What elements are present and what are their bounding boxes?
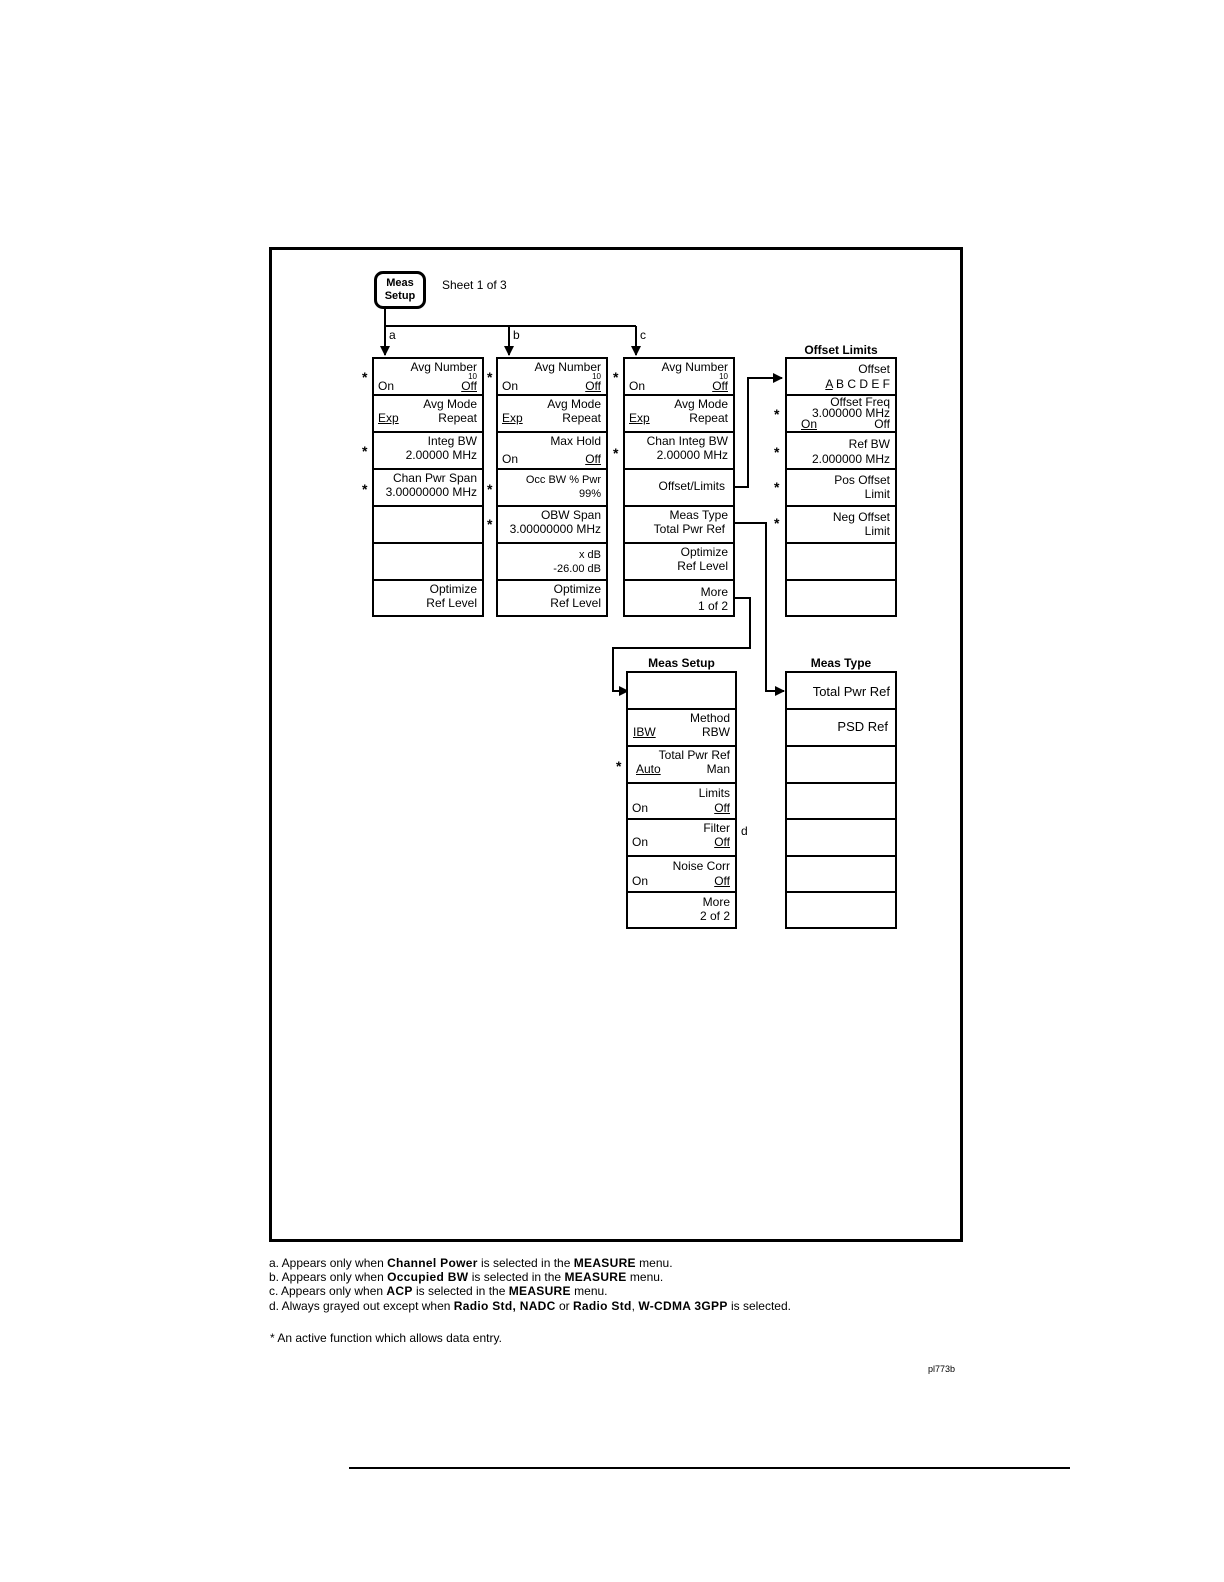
menu-column-meas-setup-2 bbox=[626, 671, 737, 929]
softkey-blank bbox=[787, 857, 895, 893]
menu-column-offset-limits bbox=[785, 357, 897, 617]
heading-meas-setup: Meas Setup bbox=[648, 656, 715, 670]
softkey-ref-bw[interactable]: Ref BW 2.000000 MHz bbox=[787, 433, 895, 470]
softkey-more[interactable]: More 1 of 2 bbox=[697, 585, 728, 613]
menu-column-a bbox=[372, 357, 484, 617]
meas-setup-key[interactable]: Meas Setup bbox=[374, 271, 426, 309]
softkey-obw-span[interactable]: OBW Span 3.00000000 MHz bbox=[498, 507, 606, 544]
softkey-limits[interactable]: Limits On Off bbox=[628, 784, 735, 820]
active-function-star: * bbox=[487, 516, 493, 532]
softkey-blank bbox=[787, 747, 895, 784]
figure-id: pl773b bbox=[928, 1364, 956, 1374]
softkey-meas-type[interactable]: Meas Type Total Pwr Ref bbox=[625, 507, 733, 544]
footnote-d: d. Always grayed out except when Radio Std, NADC or Radio Std, W-CDMA 3GPP is selected. bbox=[269, 1299, 791, 1313]
heading-meas-type: Meas Type bbox=[810, 656, 872, 670]
branch-label-b: b bbox=[513, 328, 520, 342]
softkey-filter[interactable]: Filter On Off bbox=[628, 820, 735, 857]
softkey-integ-bw[interactable]: Integ BW 2.00000 MHz bbox=[374, 433, 482, 470]
footnote-b: b. Appears only when Occupied BW is selected in the MEASURE menu. bbox=[269, 1270, 664, 1284]
menu-column-meas-type bbox=[785, 671, 897, 929]
footnote-a: a. Appears only when Channel Power is selected in the MEASURE menu. bbox=[269, 1256, 673, 1270]
softkey-avg-mode[interactable]: Avg Mode Exp Repeat bbox=[625, 396, 733, 433]
softkey-noise-corr[interactable]: Noise Corr On Off bbox=[628, 857, 735, 893]
softkey-blank bbox=[374, 544, 482, 581]
softkey-blank bbox=[628, 673, 735, 710]
softkey-optimize-ref-level[interactable]: Optimize Ref Level bbox=[625, 544, 733, 581]
softkey-blank bbox=[787, 784, 895, 820]
softkey-chan-pwr-span[interactable]: Chan Pwr Span 3.00000000 MHz bbox=[374, 470, 482, 507]
softkey-pos-offset-limit[interactable]: Pos Offset Limit bbox=[787, 470, 895, 507]
softkey-total-pwr-ref[interactable]: Total Pwr Ref Auto Man bbox=[628, 747, 735, 784]
active-function-star: * bbox=[487, 369, 493, 385]
softkey-max-hold[interactable]: Max Hold On Off bbox=[498, 433, 606, 470]
active-function-star: * bbox=[774, 406, 780, 422]
active-function-star: * bbox=[613, 369, 619, 385]
footnote-c: c. Appears only when ACP is selected in the MEASURE menu. bbox=[269, 1284, 608, 1298]
branch-label-a: a bbox=[389, 328, 396, 342]
softkey-avg-mode[interactable]: Avg Mode Exp Repeat bbox=[374, 396, 482, 433]
softkey-chan-integ-bw[interactable]: Chan Integ BW 2.00000 MHz bbox=[625, 433, 733, 470]
active-function-star: * bbox=[774, 444, 780, 460]
softkey-blank bbox=[787, 820, 895, 857]
branch-label-c: c bbox=[640, 328, 646, 342]
softkey-neg-offset-limit[interactable]: Neg Offset Limit bbox=[787, 507, 895, 544]
active-function-star: * bbox=[487, 481, 493, 497]
softkey-avg-number[interactable]: Avg Number 10 On Off bbox=[625, 359, 733, 396]
active-function-star: * bbox=[362, 443, 368, 459]
active-function-star: * bbox=[362, 369, 368, 385]
active-function-star: * bbox=[613, 445, 619, 461]
softkey-more[interactable]: More 2 of 2 bbox=[699, 895, 730, 923]
softkey-x-db[interactable]: x dB -26.00 dB bbox=[498, 544, 606, 581]
heading-offset-limits: Offset Limits bbox=[804, 343, 878, 357]
softkey-avg-number[interactable]: Avg Number 10 On Off bbox=[498, 359, 606, 396]
softkey-blank bbox=[787, 544, 895, 581]
sheet-label: Sheet 1 of 3 bbox=[442, 278, 507, 292]
softkey-avg-number[interactable]: Avg Number 10 On Off bbox=[374, 359, 482, 396]
softkey-offset-limits[interactable]: Offset/Limits bbox=[625, 470, 733, 507]
softkey-psd-ref[interactable]: PSD Ref bbox=[787, 710, 895, 747]
softkey-method[interactable]: Method IBW RBW bbox=[628, 710, 735, 747]
softkey-offset[interactable]: Offset A B C D E F bbox=[787, 359, 895, 396]
meas-type-arrow bbox=[733, 523, 784, 691]
active-function-star: * bbox=[616, 758, 622, 774]
softkey-blank bbox=[374, 507, 482, 544]
page-rule bbox=[349, 1467, 1070, 1469]
softkey-optimize-ref-level[interactable]: Optimize Ref Level bbox=[550, 582, 601, 610]
menu-column-c bbox=[623, 357, 735, 617]
softkey-total-pwr-ref[interactable]: Total Pwr Ref bbox=[787, 673, 895, 710]
offset-limits-arrow bbox=[733, 378, 782, 487]
footnote-active-function: * An active function which allows data entry. bbox=[270, 1331, 502, 1345]
active-function-star: * bbox=[774, 515, 780, 531]
softkey-occ-bw-pct-pwr[interactable]: Occ BW % Pwr 99% bbox=[498, 470, 606, 507]
branch-label-d: d bbox=[741, 824, 748, 838]
softkey-optimize-ref-level[interactable]: Optimize Ref Level bbox=[426, 582, 477, 610]
active-function-star: * bbox=[774, 479, 780, 495]
active-function-star: * bbox=[362, 481, 368, 497]
softkey-blank bbox=[787, 581, 895, 617]
softkey-avg-mode[interactable]: Avg Mode Exp Repeat bbox=[498, 396, 606, 433]
menu-column-b bbox=[496, 357, 608, 617]
softkey-blank bbox=[787, 893, 895, 929]
softkey-offset-freq[interactable]: Offset Freq 3.000000 MHz On Off bbox=[787, 396, 895, 433]
